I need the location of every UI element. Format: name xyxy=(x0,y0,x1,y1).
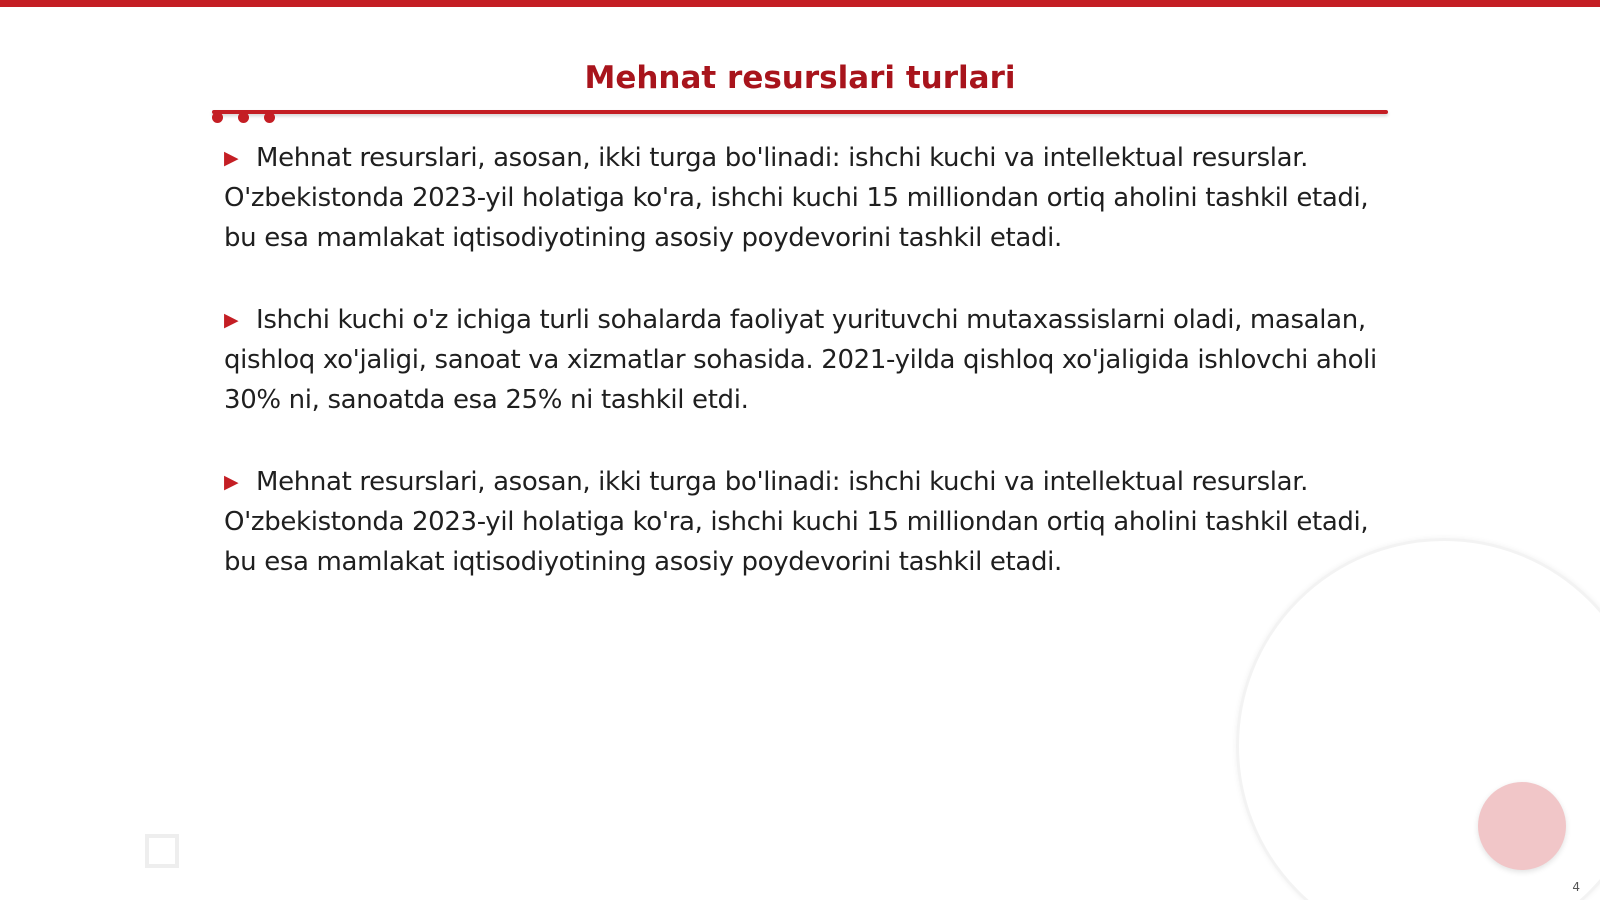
triangle-bullet-icon: ▶ xyxy=(224,147,239,169)
bullet-item xyxy=(224,462,1384,582)
bullet-text: Mehnat resurslari, asosan, ikki turga bo'linadi: ishchi kuchi va intellektual resurslar. O'zbekistonda 2023-yil holatiga ko'ra, ishchi kuchi 15 milliondan ortiq aholini tashkil etadi, bu esa mamlakat iqtisodiyotining asosiy poydevorini tashkil etadi. xyxy=(224,467,1369,577)
bullet-item xyxy=(224,300,1384,420)
decorative-square xyxy=(145,834,179,868)
page-number: 4 xyxy=(1572,880,1580,894)
underline-dot xyxy=(212,112,223,123)
title-underline xyxy=(212,110,1388,114)
triangle-bullet-icon: ▶ xyxy=(224,471,239,493)
top-accent-bar xyxy=(0,0,1600,7)
triangle-bullet-icon: ▶ xyxy=(224,309,239,331)
underline-dot xyxy=(238,112,249,123)
bullet-list xyxy=(224,138,1384,624)
bullet-text: Mehnat resurslari, asosan, ikki turga bo'linadi: ishchi kuchi va intellektual resurslar. O'zbekistonda 2023-yil holatiga ko'ra, ishchi kuchi 15 milliondan ortiq aholini tashkil etadi, bu esa mamlakat iqtisodiyotining asosiy poydevorini tashkil etadi. xyxy=(224,143,1369,253)
underline-dot xyxy=(264,112,275,123)
slide-title: Mehnat resurslari turlari xyxy=(584,60,1016,96)
decorative-pink-circle xyxy=(1478,782,1566,870)
bullet-text: Ishchi kuchi o'z ichiga turli sohalarda faoliyat yurituvchi mutaxassislarni oladi, masalan, qishloq xo'jaligi, sanoat va xizmatlar sohasida. 2021-yilda qishloq xo'jaligida ishlovchi aholi 30% ni, sanoatda esa 25% ni tashkil etdi. xyxy=(224,305,1377,415)
underline-dots xyxy=(212,112,282,126)
bullet-item xyxy=(224,138,1384,258)
